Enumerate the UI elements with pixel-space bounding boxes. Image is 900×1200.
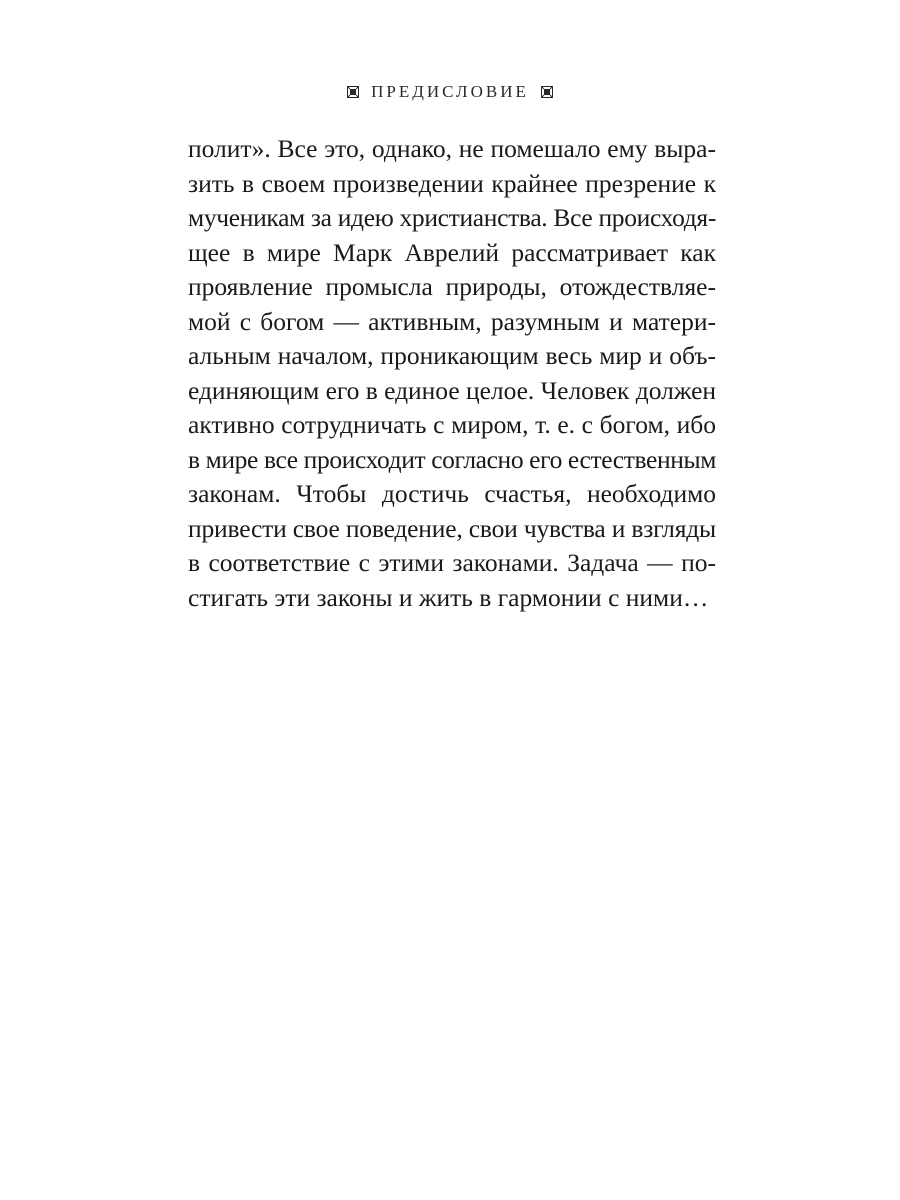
- text-line: мой с богом — активным, разумным и матери-: [188, 306, 716, 336]
- text-line: проявление промысла природы, отождествляе-: [188, 272, 716, 301]
- ornament-icon: [347, 86, 359, 98]
- text-line: альным началом, проникающим весь мир и объ-: [188, 341, 716, 370]
- text-line: единяющим его в единое целое. Человек должен: [188, 375, 716, 405]
- running-header: [0, 82, 900, 102]
- text-line: в соответствие с этими законами. Задача — по-: [188, 548, 716, 577]
- text-line: мученикам за идею христианства. Все происходя-: [188, 203, 716, 232]
- text-line: щее в мире Марк Аврелий рассматривает как: [188, 237, 716, 267]
- text-line: зить в своем произведении крайнее презрение к: [188, 168, 716, 198]
- ornament-icon: [541, 86, 553, 98]
- text-line: привести свое поведение, свои чувства и взгляды: [188, 513, 716, 543]
- text-line: активно сотрудничать с миром, т. е. с богом, ибо: [188, 410, 716, 439]
- text-line: полит». Все это, однако, не помешало ему выра-: [188, 134, 716, 163]
- text-line: стигать эти законы и жить в гармонии с ними…: [188, 582, 709, 612]
- body-paragraph: [188, 132, 716, 615]
- running-header-title: ПРЕДИСЛОВИЕ: [371, 82, 529, 101]
- text-line: законам. Чтобы достичь счастья, необходимо: [188, 479, 716, 508]
- text-line: в мире все происходит согласно его естественным: [188, 444, 716, 474]
